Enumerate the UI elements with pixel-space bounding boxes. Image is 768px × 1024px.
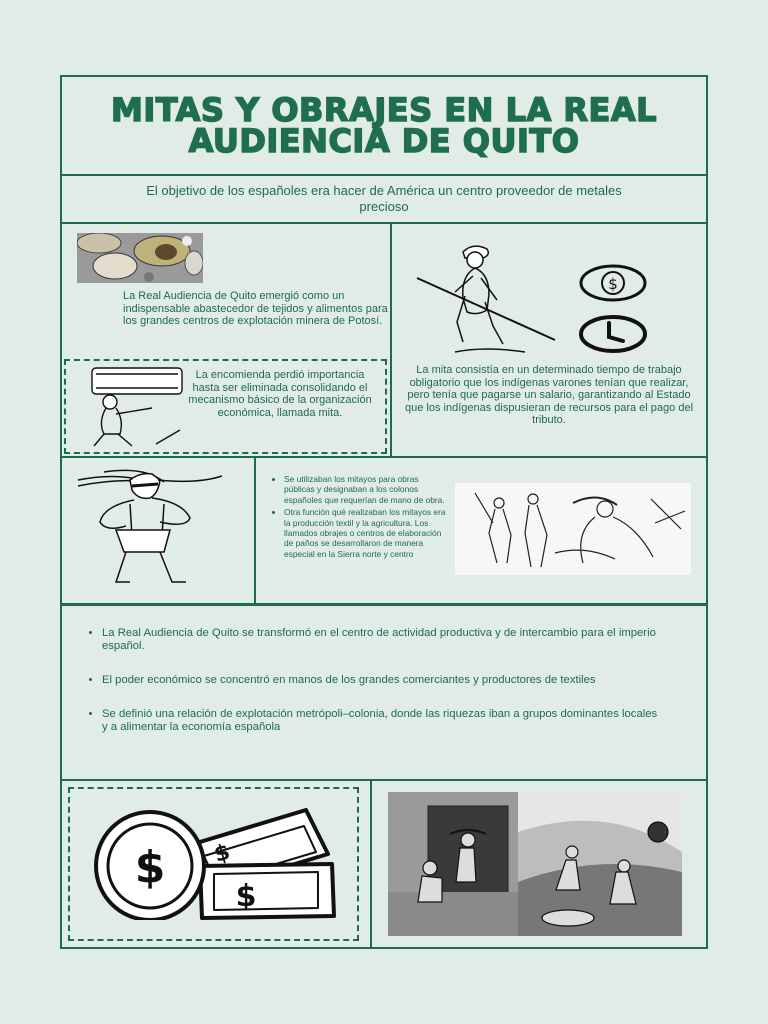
list-item: • El poder económico se concentró en manos de los grandes comerciantes y productores de textiles: [102, 674, 662, 687]
list-item: • Se definió una relación de explotación metrópoli–colonia, donde las riquezas iban a grupos dominantes locales y a alimentar la economía española: [102, 708, 662, 734]
list-item: • Otra función qué realizaban los mitayos era la producción textil y la agricultura. Los llamados obrajes o centros de elaboración de paños se desarrollaron de manera especial en la Sierra norte y centro: [284, 507, 448, 559]
subtitle-box: [60, 174, 708, 224]
mitayos-bullet-list: [270, 474, 448, 561]
clock-icon: [579, 315, 647, 353]
subtitle-text: El objetivo de los españoles era hacer de América un centro proveedor de metales precioso: [146, 183, 622, 214]
svg-text:$: $: [608, 275, 618, 293]
indigenous-warrior-illustration: [74, 464, 226, 592]
svg-text:$: $: [211, 839, 234, 868]
colonial-scene-illustration: [388, 792, 682, 936]
section2-text: La mita consistía en un determinado tiempo de trabajo obligatorio que los indígenas varones tenían que realizar, pero tenía que pagarse un salario, garantizando al Estado que los indígenas dispusieran de recursos para el pago del tributo.: [404, 364, 694, 426]
svg-text:$: $: [235, 879, 257, 914]
money-bills-icon: [88, 808, 340, 920]
section3-text: La encomienda perdió importancia hasta ser eliminada consolidando el mecanismo básico de la organización económica, llamada mita.: [188, 369, 372, 419]
page-title: MITAS Y OBRAJES EN LA REAL AUDIENCIA DE QUITO: [110, 90, 658, 160]
porter-with-load-illustration: [86, 364, 184, 450]
man-with-stick-illustration: [415, 240, 560, 358]
conquistadors-mining-illustration: [455, 483, 691, 575]
title-box: [60, 75, 708, 176]
list-item: • Se utilizaban los mitayos para obras públicas y designaban a los colonos españoles que requerían de mano de obra.: [284, 474, 448, 505]
list-item: • La Real Audiencia de Quito se transformó en el centro de actividad productiva y de intercambio para el imperio español.: [102, 627, 662, 653]
dollar-coin-icon: [579, 264, 647, 302]
food-photo: [77, 233, 203, 283]
section1-text: La Real Audiencia de Quito emergió como un indispensable abastecedor de tejidos y alimentos para los grandes centros de explotación minera de Potosí.: [123, 290, 388, 327]
economy-bullet-list: [62, 627, 662, 755]
svg-text:$: $: [134, 842, 166, 893]
